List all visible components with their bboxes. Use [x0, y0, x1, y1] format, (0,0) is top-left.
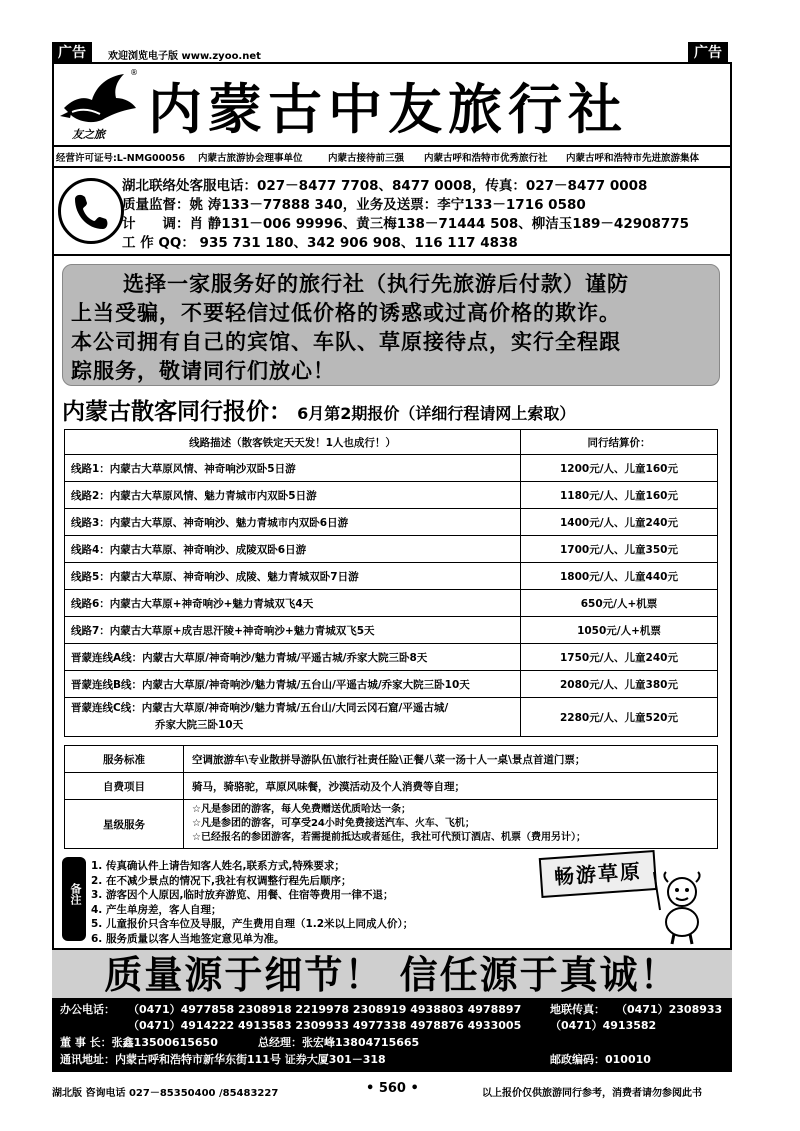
- welcome-text: 欢迎浏览电子版 www.zyoo.net: [108, 51, 261, 62]
- price-cell: 1180元/人、儿童160元: [521, 482, 718, 509]
- table-row: [65, 671, 718, 698]
- route-cell: 晋蒙连线A线：内蒙古大草原/神奇响沙/魅力青城/平遥古城/乔家大院三卧8天: [65, 644, 521, 671]
- price-cell: 1050元/人+机票: [521, 617, 718, 644]
- address: 通讯地址：内蒙古呼和浩特市新华东街111号 证券大厦301－318: [60, 1053, 386, 1066]
- quote-section-heading: [62, 393, 575, 426]
- honor-2: 内蒙古接待前三强: [328, 153, 405, 164]
- page-number: • 560 •: [366, 1081, 419, 1096]
- price-cell: 1200元/人、儿童160元: [521, 455, 718, 482]
- price-cell: 1750元/人、儿童240元: [521, 644, 718, 671]
- fax-line-1: （0471）2308933: [616, 1003, 723, 1016]
- price-cell: 1400元/人、儿童240元: [521, 509, 718, 536]
- license-number: 经营许可证号:L-NMG00056: [56, 153, 186, 164]
- route-cell: 晋蒙连线B线：内蒙古大草原/神奇响沙/魅力青城/五台山/平遥古城/乔家大院三卧10天: [65, 671, 521, 698]
- note-item: 3. 游客因个人原因,临时放弃游览、用餐、住宿等费用一律不退；: [91, 889, 394, 901]
- honor-4: 内蒙古呼和浩特市先进旅游集体: [566, 153, 700, 164]
- route-header: 线路描述（散客铁定天天发！1人也成行！）: [65, 430, 521, 455]
- service-table: [64, 745, 718, 849]
- table-row: [65, 482, 718, 509]
- ad-label-right: 广告: [688, 42, 728, 64]
- divider: [52, 166, 732, 168]
- table-row: [65, 773, 718, 800]
- grassland-banner: [539, 850, 658, 898]
- contact-hotline: 湖北联络处客服电话：027－8477 7708、8477 0008，传真：027－8477 0008: [122, 178, 648, 194]
- price-header: 同行结算价：: [521, 430, 718, 455]
- notes-badge-text: 备注: [69, 883, 82, 905]
- service-label: 星级服务: [65, 800, 184, 849]
- route-cell: 线路7：内蒙古大草原+成吉思汗陵+神奇响沙+魅力青城双飞5天: [65, 617, 521, 644]
- notes-list: [91, 859, 413, 946]
- postcode: 邮政编码：010010: [550, 1053, 651, 1066]
- table-row: [65, 509, 718, 536]
- brand-title: 内蒙古中友旅行社: [148, 77, 628, 141]
- ad-label-left: 广告: [52, 42, 92, 64]
- route-cell: 线路6：内蒙古大草原+神奇响沙+魅力青城双飞4天: [65, 590, 521, 617]
- office-info: [52, 998, 732, 1072]
- quote-section-title: 内蒙古散客同行报价：: [62, 399, 292, 425]
- logo-text: 友之旅: [72, 128, 105, 141]
- contact-qq: 工 作 QQ： 935 731 180、342 906 908、116 117 4838: [122, 235, 518, 251]
- table-row: [65, 590, 718, 617]
- table-row: [65, 746, 718, 773]
- star-service-3: ☆已经报名的参团游客，若需提前抵达或者延住，我社可代预订酒店、机票（费用另计）；: [192, 832, 586, 843]
- phone-line-2: （0471）4914222 4913583 2309933 4977338 4978876 4933005: [128, 1019, 522, 1032]
- quote-section-subtitle: 6月第2期报价（详细行程请网上索取）: [297, 404, 576, 423]
- license-row: [56, 149, 728, 165]
- divider: [52, 145, 732, 147]
- divider: [52, 254, 732, 256]
- registered-mark: ®: [130, 68, 138, 77]
- service-value: [184, 800, 718, 849]
- fax-line-2: （0471）4913582: [550, 1019, 657, 1032]
- brand-logo: [58, 68, 142, 142]
- route-line-1: 晋蒙连线C线：内蒙古大草原/神奇响沙/魅力青城/五台山/大同云冈石窟/平遥古城/: [71, 702, 449, 714]
- table-row: [65, 536, 718, 563]
- price-cell: 2280元/人、儿童520元: [521, 698, 718, 737]
- route-cell: 线路5：内蒙古大草原、神奇响沙、成陵、魅力青城双卧7日游: [65, 563, 521, 590]
- promo-line-4: 踪服务，敬请同行们放心！: [71, 359, 335, 383]
- promo-line-2: 上当受骗，不要轻信过低价格的诱惑或过高价格的欺诈。: [71, 301, 621, 325]
- slogan-banner: 质量源于细节！ 信任源于真诚！: [52, 948, 732, 1000]
- sheep-mascot-icon: [650, 870, 710, 946]
- service-value: 空调旅游车\专业散拼导游队伍\旅行社责任险\正餐八菜一汤十人一桌\景点首道门票；: [184, 746, 718, 773]
- note-item: 6. 服务质量以客人当地签定意见单为准。: [91, 932, 285, 945]
- price-cell: 2080元/人、儿童380元: [521, 671, 718, 698]
- promo-line-1: 选择一家服务好的旅行社（执行先旅游后付款）谨防: [123, 272, 629, 296]
- route-cell: [65, 698, 521, 737]
- contact-block: [122, 177, 689, 253]
- promo-line-3: 本公司拥有自己的宾馆、车队、草原接待点，实行全程跟: [71, 330, 621, 354]
- footer-right: 以上报价仅供旅游同行参考，消费者请勿参阅此书: [482, 1088, 702, 1099]
- route-cell: 线路2：内蒙古大草原风情、魅力青城市内双卧5日游: [65, 482, 521, 509]
- phone-label: 办公电话：: [60, 1003, 115, 1016]
- service-label: 服务标准: [65, 746, 184, 773]
- quote-table: [64, 429, 718, 737]
- star-service-1: ☆凡是参团的游客，每人免费赠送优质哈达一条；: [192, 804, 411, 815]
- dove-icon: [58, 68, 142, 128]
- route-cell: 线路1：内蒙古大草原风情、神奇响沙双卧5日游: [65, 455, 521, 482]
- route-cell: 线路3：内蒙古大草原、神奇响沙、魅力青城市内双卧6日游: [65, 509, 521, 536]
- chairman: 董 事 长：张鑫13500615650: [60, 1036, 218, 1049]
- table-row: [65, 617, 718, 644]
- table-header-row: [65, 430, 718, 455]
- phone-icon: [58, 178, 124, 244]
- contact-quality: 质量监督：姚 涛133－77888 340，业务及送票：李宁133－1716 0580: [122, 197, 586, 213]
- table-row: [65, 800, 718, 849]
- general-manager: 总经理：张宏峰13804715665: [258, 1036, 420, 1049]
- note-item: 1. 传真确认件上请告知客人姓名,联系方式,特殊要求；: [91, 860, 345, 872]
- star-service-2: ☆凡是参团的游客，可享受24小时免费接送汽车、火车、飞机；: [192, 818, 475, 829]
- footer-left: 湖北版 咨询电话 027－85350400 /85483227: [52, 1088, 279, 1099]
- route-line-2: 乔家大院三卧10天: [155, 719, 244, 731]
- price-cell: 1700元/人、儿童350元: [521, 536, 718, 563]
- table-row: [65, 455, 718, 482]
- price-cell: 1800元/人、儿童440元: [521, 563, 718, 590]
- price-cell: 650元/人+机票: [521, 590, 718, 617]
- honor-1: 内蒙古旅游协会理事单位: [198, 153, 303, 164]
- promo-box: [62, 264, 720, 386]
- note-item: 2. 在不减少景点的情况下,我社有权调整行程先后顺序；: [91, 874, 352, 887]
- honor-3: 内蒙古呼和浩特市优秀旅行社: [424, 153, 548, 164]
- note-item: 5. 儿童报价只含车位及导服，产生费用自理（1.2米以上同成人价）；: [91, 918, 414, 930]
- route-cell: 线路4：内蒙古大草原、神奇响沙、成陵双卧6日游: [65, 536, 521, 563]
- table-row: [65, 644, 718, 671]
- table-row: [65, 563, 718, 590]
- contact-planner: 计 调：肖 静131－006 99996、黄三梅138－71444 508、柳洁玉189－42908775: [122, 216, 690, 232]
- note-item: 4. 产生单房差，客人自理；: [91, 903, 222, 916]
- fax-label: 地联传真：: [550, 1003, 605, 1016]
- notes-badge: [62, 857, 86, 941]
- phone-line-1: （0471）4977858 2308918 2219978 2308919 4938803 4978897: [128, 1003, 522, 1016]
- service-value: 骑马，骑骆驼，草原风味餐，沙漠活动及个人消费等自理；: [184, 773, 718, 800]
- service-label: 自费项目: [65, 773, 184, 800]
- table-row: [65, 698, 718, 737]
- banner-text: 畅游草原: [553, 858, 643, 890]
